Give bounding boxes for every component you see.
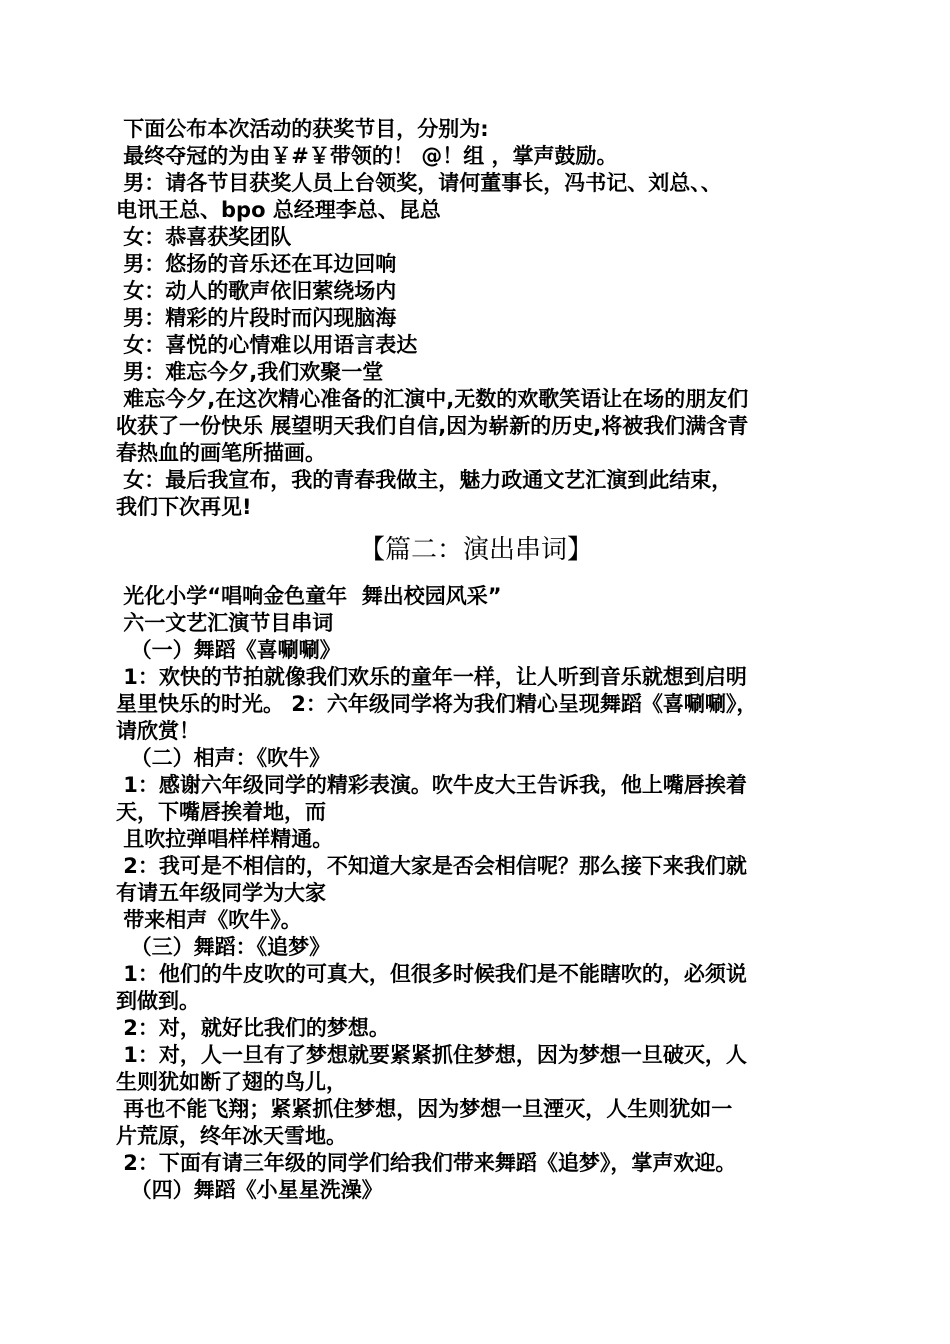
section-one-line: 难忘今夕,在这次精心准备的汇演中,无数的欢歌笑语让在场的朋友们 (116, 387, 749, 411)
section-one-line: 女：恭喜获奖团队 (116, 225, 292, 249)
section-two-line: 1：感谢六年级同学的精彩表演。吹牛皮大王告诉我，他上嘴唇挨着 (116, 773, 747, 797)
section-two-line: 天，下嘴唇挨着地，而 (116, 800, 326, 824)
section-one-line: 男：请各节目获奖人员上台领奖，请何董事长，冯书记、刘总、、 (116, 171, 722, 195)
section-two-line: 光化小学“唱响金色童年 舞出校园风采” (116, 584, 502, 608)
section-one-line: 我们下次再见! (116, 495, 252, 519)
section-two-heading: 【篇二：演出串词】 (358, 535, 593, 565)
section-one-line: 电讯王总、bpo 总经理李总、昆总 (116, 198, 441, 222)
section-two-line: （二）相声：《吹牛》 (116, 746, 331, 770)
section-two-line: 2：下面有请三年级的同学们给我们带来舞蹈《追梦》，掌声欢迎。 (116, 1151, 737, 1175)
section-two-line: 再也不能飞翔；紧紧抓住梦想，因为梦想一旦湮灭，人生则犹如一 (116, 1097, 733, 1121)
section-two-line: 2：对，就好比我们的梦想。 (116, 1016, 390, 1040)
section-two (116, 583, 836, 1204)
section-one-line: 男：难忘今夕,我们欢聚一堂 (116, 360, 384, 384)
section-two-line: 1：欢快的节拍就像我们欢乐的童年一样，让人听到音乐就想到启明 (116, 665, 747, 689)
section-two-line: 片荒原，终年冰天雪地。 (116, 1124, 347, 1148)
section-two-line: 1：对，人一旦有了梦想就要紧紧抓住梦想，因为梦想一旦破灭，人 (116, 1043, 747, 1067)
section-two-line: 且吹拉弹唱样样精通。 (116, 827, 334, 851)
section-two-line: 1：他们的牛皮吹的可真大，但很多时候我们是不能瞎吹的，必须说 (116, 962, 747, 986)
section-one-line: 春热血的画笔所描画。 (116, 441, 326, 465)
section-two-line: 有请五年级同学为大家 (116, 881, 326, 905)
section-one-line: 男：精彩的片段时而闪现脑海 (116, 306, 397, 330)
section-two-line: 六一文艺汇演节目串词 (116, 611, 334, 635)
section-two-line: 生则犹如断了翅的鸟儿， (116, 1070, 347, 1094)
section-one-line: 女：喜悦的心情难以用语言表达 (116, 333, 418, 357)
section-one (116, 116, 836, 521)
section-two-line: 到做到。 (116, 989, 200, 1013)
section-two-line: 2：我可是不相信的，不知道大家是否会相信呢？那么接下来我们就 (116, 854, 747, 878)
section-one-line: 下面公布本次活动的获奖节目，分别为: (116, 117, 489, 141)
section-one-line: 女：动人的歌声依旧萦绕场内 (116, 279, 397, 303)
section-two-line: （一）舞蹈《喜唰唰》 (116, 638, 341, 662)
heading-container (116, 527, 836, 573)
section-one-line: 男：悠扬的音乐还在耳边回响 (116, 252, 397, 276)
section-two-line: （四）舞蹈《小星星洗澡》 (116, 1178, 383, 1202)
document-body (116, 116, 836, 1204)
section-two-line: （三）舞蹈：《追梦》 (116, 935, 331, 959)
section-one-line: 女：最后我宣布，我的青春我做主，魅力政通文艺汇演到此结束， (116, 468, 733, 492)
section-two-line: 星里快乐的时光。 2：六年级同学将为我们精心呈现舞蹈《喜唰唰》， (116, 692, 758, 716)
section-two-line: 带来相声《吹牛》。 (116, 908, 302, 932)
section-two-line: 请欣赏！ (116, 719, 200, 743)
section-one-line: 收获了一份快乐 展望明天我们自信,因为崭新的历史,将被我们满含青 (116, 414, 749, 438)
section-one-line: 最终夺冠的为由￥#￥带领的！ @！组 ，掌声鼓励。 (116, 144, 618, 168)
